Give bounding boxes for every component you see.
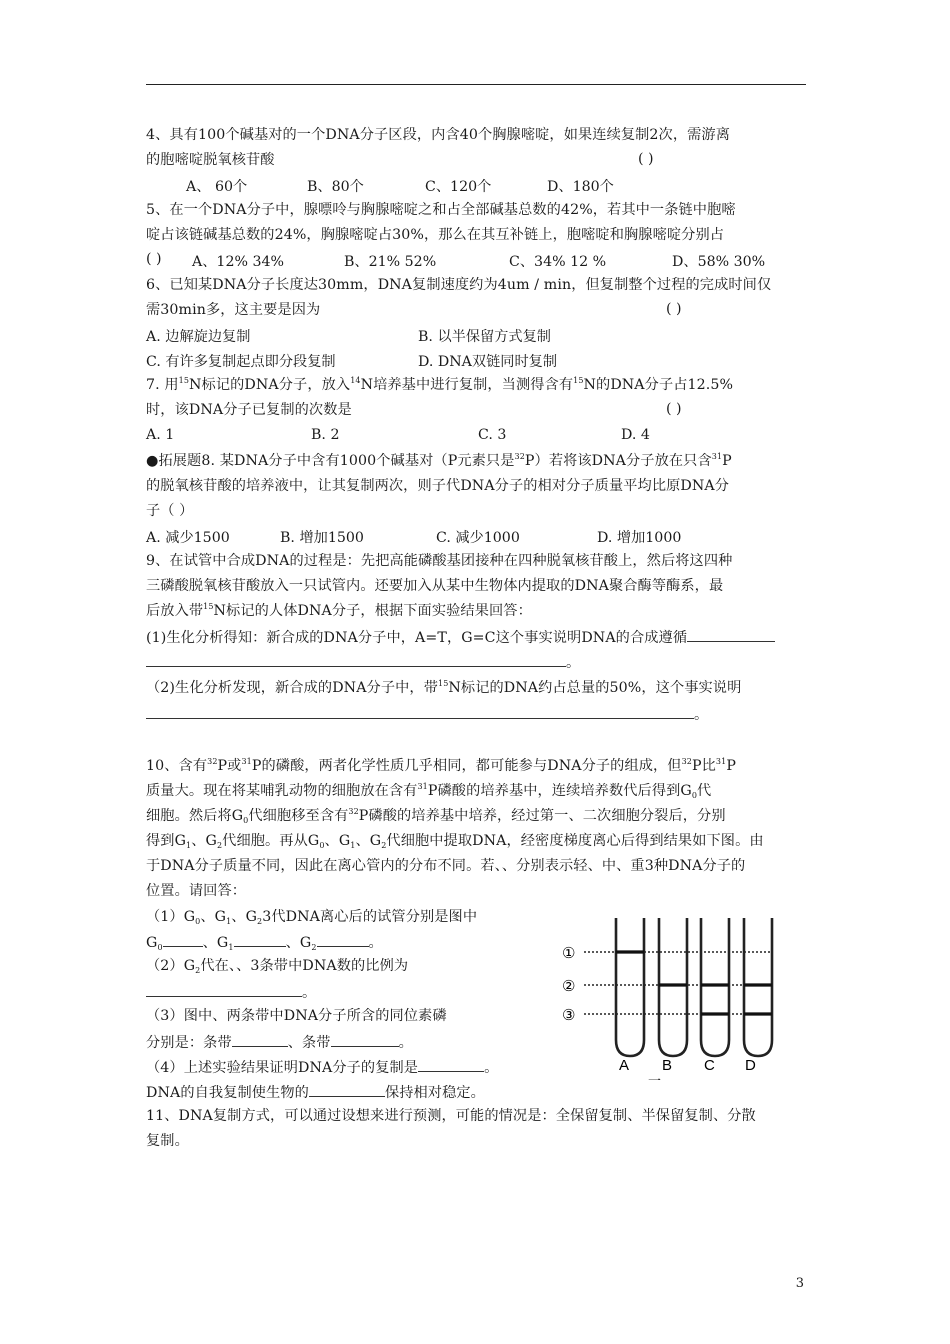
q10-sub4-cont: DNA的自我复制使生物的 保持相对稳定。 xyxy=(146,1082,485,1102)
q7-option-c: C. 3 xyxy=(478,427,507,443)
q10-line4: 得到$G_1$、$G_2$代细胞。再从$G_0$、$G_1$、$G_2$代细胞中提取DNA，经密度梯度离心后得到结果如下图。由 xyxy=(146,833,764,850)
q7-option-d: D. 4 xyxy=(621,427,650,443)
tube-label-a: A xyxy=(619,1057,630,1074)
q4-option-b: B、80个 xyxy=(307,179,364,195)
q7-option-b: B. 2 xyxy=(311,427,340,443)
q11-line1: 11、DNA复制方式，可以通过设想来进行预测，可能的情况是：全保留复制、半保留复制、分散 xyxy=(146,1108,756,1124)
answer-blank[interactable] xyxy=(234,932,286,947)
centrifuge-tubes-figure xyxy=(560,912,782,1090)
tube-label-b: B xyxy=(662,1057,673,1074)
page-number: 3 xyxy=(795,1276,804,1291)
tube-c xyxy=(701,918,729,1056)
q7-option-a: A. 1 xyxy=(146,427,175,443)
q6-line2: 需30min多，这主要是因为 xyxy=(146,302,321,318)
q10-sub3: （3）图中、两条带中DNA分子所含的同位素磷 xyxy=(146,1008,447,1024)
q9-line3: 后放入带$^{15}$N标记的人体DNA分子，根据下面实验结果回答： xyxy=(146,602,532,619)
answer-blank[interactable] xyxy=(146,652,566,667)
q10-line6: 位置。请回答： xyxy=(146,883,247,899)
q8-option-c: C. 减少1000 xyxy=(436,530,520,546)
header-rule xyxy=(146,84,806,85)
q4-option-c: C、120个 xyxy=(425,179,492,195)
answer-blank[interactable] xyxy=(146,704,694,719)
q10-line5: 于DNA分子质量不同，因此在离心管内的分布不同。若、、分别表示轻、中、重3种DNA分子的 xyxy=(146,858,746,874)
answer-blank[interactable] xyxy=(146,982,302,997)
q5-option-d: D、58% 30% xyxy=(672,254,766,270)
q4-answer-paren: ( ) xyxy=(638,151,654,167)
q6-option-d: D. DNA双链同时复制 xyxy=(418,354,558,370)
band-label-3: ③ xyxy=(562,1007,576,1024)
q11-line2: 复制。 xyxy=(146,1133,189,1149)
q8-option-a: A. 减少1500 xyxy=(146,530,230,546)
q6-option-c: C. 有许多复制起点即分段复制 xyxy=(146,354,336,370)
q9-sub2: （2)生化分析发现，新合成的DNA分子中，带$^{15}$N标记的DNA约占总量的50%，这个事实说明 xyxy=(146,679,742,696)
q9-line1: 9、在试管中合成DNA的过程是：先把高能磷酸基团接种在四种脱氧核苷酸上，然后将这四种 xyxy=(146,553,733,569)
q5-answer-paren: ( ) xyxy=(146,251,162,267)
q9-sub1-cont: 。 xyxy=(146,652,580,672)
q8-line1: ●拓展题8. 某DNA分子中含有1000个碱基对（P元素只是$^{32}$P）若将该DNA分子放在只含$^{31}$P xyxy=(146,452,732,469)
q5-option-a: A、12% 34% xyxy=(192,254,285,270)
q6-option-b: B. 以半保留方式复制 xyxy=(418,329,551,345)
tube-d xyxy=(744,918,772,1056)
q5-line2: 啶占该链碱基总数的24%，胸腺嘧啶占30%，那么在其互补链上，胞嘧啶和胸腺嘧啶分别占 xyxy=(146,227,725,243)
q10-sub1: $(1)G_0$、$G_1$、$G_23$代DNA离心后的试管分别是图中 xyxy=(146,909,478,926)
answer-blank[interactable] xyxy=(163,932,203,947)
q8-line2: 的脱氧核苷酸的培养液中，让其复制两次，则子代DNA分子的相对分子质量平均比原DNA分 xyxy=(146,478,730,494)
q10-line1: 10、含有$^{32}$P或$^{31}$P的磷酸，两者化学性质几乎相同，都可能参与DNA分子的组成，但$^{32}$P比$^{31}$P xyxy=(146,757,736,774)
q9-sub2-cont: 。 xyxy=(146,704,708,724)
answer-blank[interactable] xyxy=(687,627,775,642)
q10-sub2-blank: 。 xyxy=(146,982,316,1002)
q4-option-a: A、 60个 xyxy=(186,179,248,195)
q10-sub2: $(2)G_2$代在、、3条带中DNA数的比例为 xyxy=(146,958,409,975)
q8-line3: 子（ ） xyxy=(146,503,194,519)
q8-option-b: B. 增加1500 xyxy=(280,530,364,546)
answer-blank[interactable] xyxy=(309,1082,385,1097)
tube-b xyxy=(659,918,687,1056)
q10-sub4: （4）上述实验结果证明DNA分子的复制是 。 xyxy=(146,1057,498,1077)
q10-line2: 质量大。现在将某哺乳动物的细胞放在含有$^{31}$P磷酸的培养基中，连续培养数代后得到$G_0$代 xyxy=(146,782,712,800)
q7-line2: 时，该DNA分子已复制的次数是 xyxy=(146,402,352,418)
answer-blank[interactable] xyxy=(232,1032,288,1047)
answer-blank[interactable] xyxy=(331,1032,399,1047)
answer-blank[interactable] xyxy=(418,1057,484,1072)
tube-label-c: C xyxy=(704,1057,715,1074)
band-label-1: ① xyxy=(562,945,576,962)
q10-line3: 细胞。然后将$G_0$代细胞移至含有$^{32}$P磷酸的培养基中培养，经过第一、二次细胞分裂后，分别 xyxy=(146,807,726,825)
q4-line2: 的胞嘧啶脱氧核苷酸 xyxy=(146,152,275,168)
q4-option-d: D、180个 xyxy=(547,179,614,195)
q5-option-c: C、34% 12 % xyxy=(509,254,607,270)
answer-blank[interactable] xyxy=(317,932,369,947)
q9-line2: 三磷酸脱氧核苷酸放入一只试管内。还要加入从某中生物体内提取的DNA聚合酶等酶系，最 xyxy=(146,578,724,594)
q10-sub3-blanks: 分别是：条带 、条带 。 xyxy=(146,1032,413,1052)
q6-answer-paren: ( ) xyxy=(666,301,682,317)
q7-answer-paren: ( ) xyxy=(666,401,682,417)
tube-a xyxy=(616,918,644,1056)
q7-line1: 7. 用$^{15}$N标记的DNA分子，放入$^{14}$N培养基中进行复制，当测得含有$^{15}$N的DNA分子占12.5% xyxy=(146,376,734,393)
q8-option-d: D. 增加1000 xyxy=(597,530,682,546)
q6-line1: 6、已知某DNA分子长度达30mm，DNA复制速度约为4um / min，但复制整个过程的完成时间仅 xyxy=(146,277,772,293)
q10-sub1-blanks: $G_0$ 、$G_1$ 、$G_2$ 。 xyxy=(146,932,383,952)
q5-option-b: B、21% 52% xyxy=(344,254,437,270)
q4-line1: 4、具有100个碱基对的一个DNA分子区段，内含40个胸腺嘧啶，如果连续复制2次，需游离 xyxy=(146,127,730,143)
q6-option-a: A. 边解旋边复制 xyxy=(146,329,251,345)
q5-line1: 5、在一个DNA分子中，腺嘌呤与胸腺嘧啶之和占全部碱基总数的42%，若其中一条链中胞嘧 xyxy=(146,202,736,218)
band-label-2: ② xyxy=(562,978,576,995)
tube-label-d: D xyxy=(745,1057,756,1074)
q9-sub1: (1)生化分析得知：新合成的DNA分子中，A=T，G=C这个事实说明DNA的合成遵循 xyxy=(146,627,775,647)
figure-caption-mark: 一 xyxy=(648,1073,662,1088)
